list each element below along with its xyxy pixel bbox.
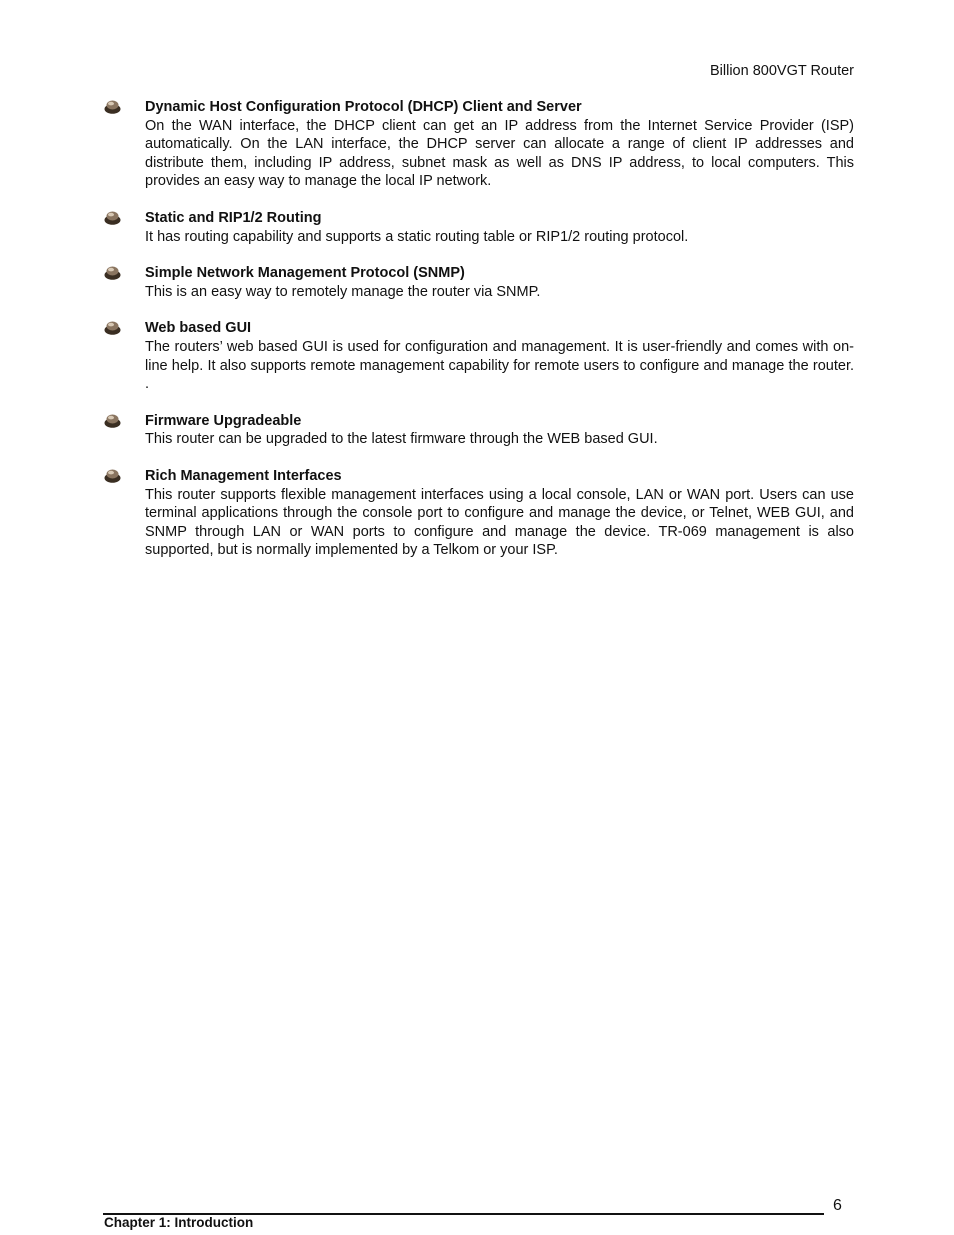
feature-item-management bbox=[104, 467, 854, 560]
bullet-icon bbox=[104, 321, 121, 335]
bullet-icon bbox=[104, 211, 121, 225]
feature-description: On the WAN interface, the DHCP client can get an IP address from the Internet Service Provider (ISP) automatically. On the LAN interface, the DHCP server can allocate a range of client IP addresses and distribute them, including IP address, subnet mask as well as DNS IP address, to local computers. This provides an easy way to manage the local IP network. bbox=[145, 117, 854, 190]
feature-description: It has routing capability and supports a static routing table or RIP1/2 routing protocol. bbox=[145, 228, 689, 245]
feature-description: The routers’ web based GUI is used for configuration and management. It is user-friendly and comes with on-line help. It also supports remote management capability for remote users to configure and manage the router. . bbox=[145, 338, 854, 393]
feature-item-web-gui bbox=[104, 319, 854, 393]
bullet-icon bbox=[104, 100, 121, 114]
feature-title: Web based GUI bbox=[145, 320, 252, 337]
feature-description: This router can be upgraded to the latest firmware through the WEB based GUI. bbox=[145, 431, 658, 448]
bullet-icon bbox=[104, 469, 121, 483]
feature-item-routing bbox=[104, 209, 854, 246]
feature-item-dhcp bbox=[104, 98, 854, 191]
feature-title: Static and RIP1/2 Routing bbox=[145, 209, 322, 226]
running-header: Billion 800VGT Router bbox=[709, 63, 854, 79]
feature-title: Dynamic Host Configuration Protocol (DHCP) Client and Server bbox=[145, 99, 582, 115]
feature-description: This is an easy way to remotely manage the router via SNMP. bbox=[145, 283, 541, 300]
feature-item-snmp bbox=[104, 264, 854, 301]
footer-chapter-title: Chapter 1: Introduction bbox=[104, 1215, 254, 1230]
feature-title: Firmware Upgradeable bbox=[145, 412, 302, 429]
feature-title: Rich Management Interfaces bbox=[145, 467, 342, 484]
bullet-icon bbox=[104, 414, 121, 428]
page-number: 6 bbox=[833, 1197, 842, 1214]
feature-item-firmware bbox=[104, 412, 854, 449]
feature-title: Simple Network Management Protocol (SNMP) bbox=[145, 265, 465, 282]
feature-list bbox=[104, 98, 854, 578]
feature-description: This router supports flexible management interfaces using a local console, LAN or WAN port. Users can use terminal applications through the console port to configure and manage the device, or Telnet, WEB GUI, and SNMP through LAN or WAN ports to configure and manage the device. TR-069 management is also supported, but is normally implemented by a Telkom or your ISP. bbox=[145, 486, 854, 559]
bullet-icon bbox=[104, 266, 121, 280]
